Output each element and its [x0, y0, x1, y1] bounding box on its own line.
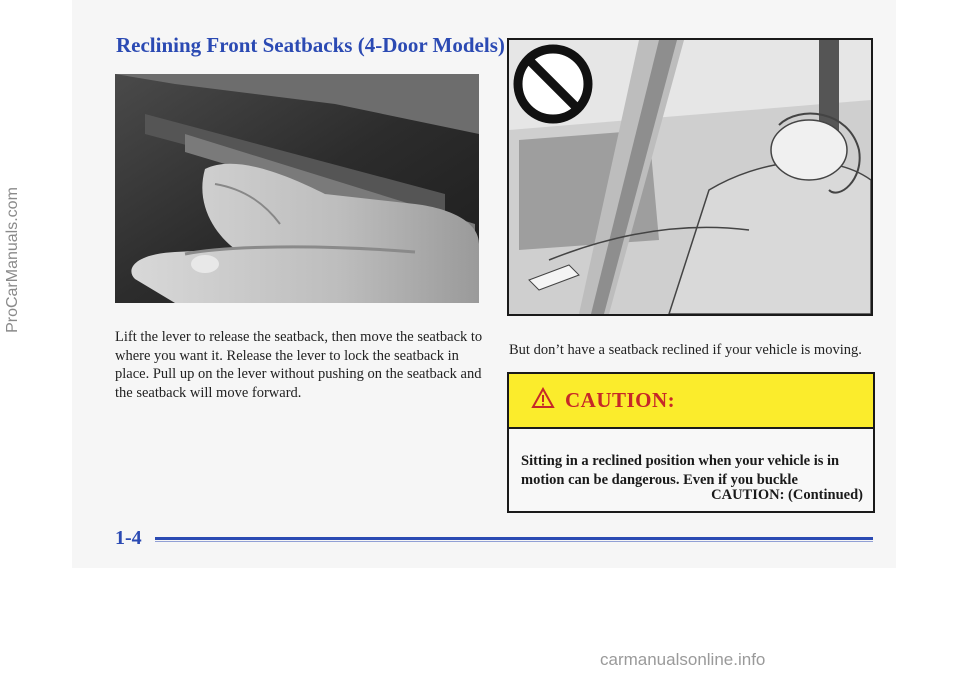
left-paragraph: Lift the lever to release the seatback, then move the seatback to where you want it. Release the lever to lock the seatback in place. Pull up on the lever without pushing on the seatback and the seatback will move forward.	[115, 329, 483, 401]
footer-rule-thin	[155, 541, 873, 542]
caution-label: CAUTION:	[565, 388, 676, 412]
right-paragraph: But don’t have a seatback reclined if your vehicle is moving.	[509, 342, 862, 358]
footer-rule	[155, 537, 873, 540]
side-watermark-text: ProCarManuals.com	[4, 187, 22, 333]
caution-box	[507, 372, 875, 513]
seatback-lever-photo	[115, 74, 479, 303]
side-watermark	[2, 40, 24, 480]
caution-continued: CAUTION: (Continued)	[711, 487, 863, 503]
bottom-watermark: carmanualsonline.info	[600, 650, 766, 669]
caution-text: Sitting in a reclined position when your vehicle is in motion can be dangerous. Even if you buckle	[521, 453, 840, 488]
page-number: 1-4	[115, 527, 142, 549]
warning-triangle-icon	[531, 387, 555, 414]
caution-banner	[509, 374, 873, 429]
section-title: Reclining Front Seatbacks (4-Door Models)	[116, 33, 505, 57]
reclined-passenger-illustration	[507, 38, 873, 316]
